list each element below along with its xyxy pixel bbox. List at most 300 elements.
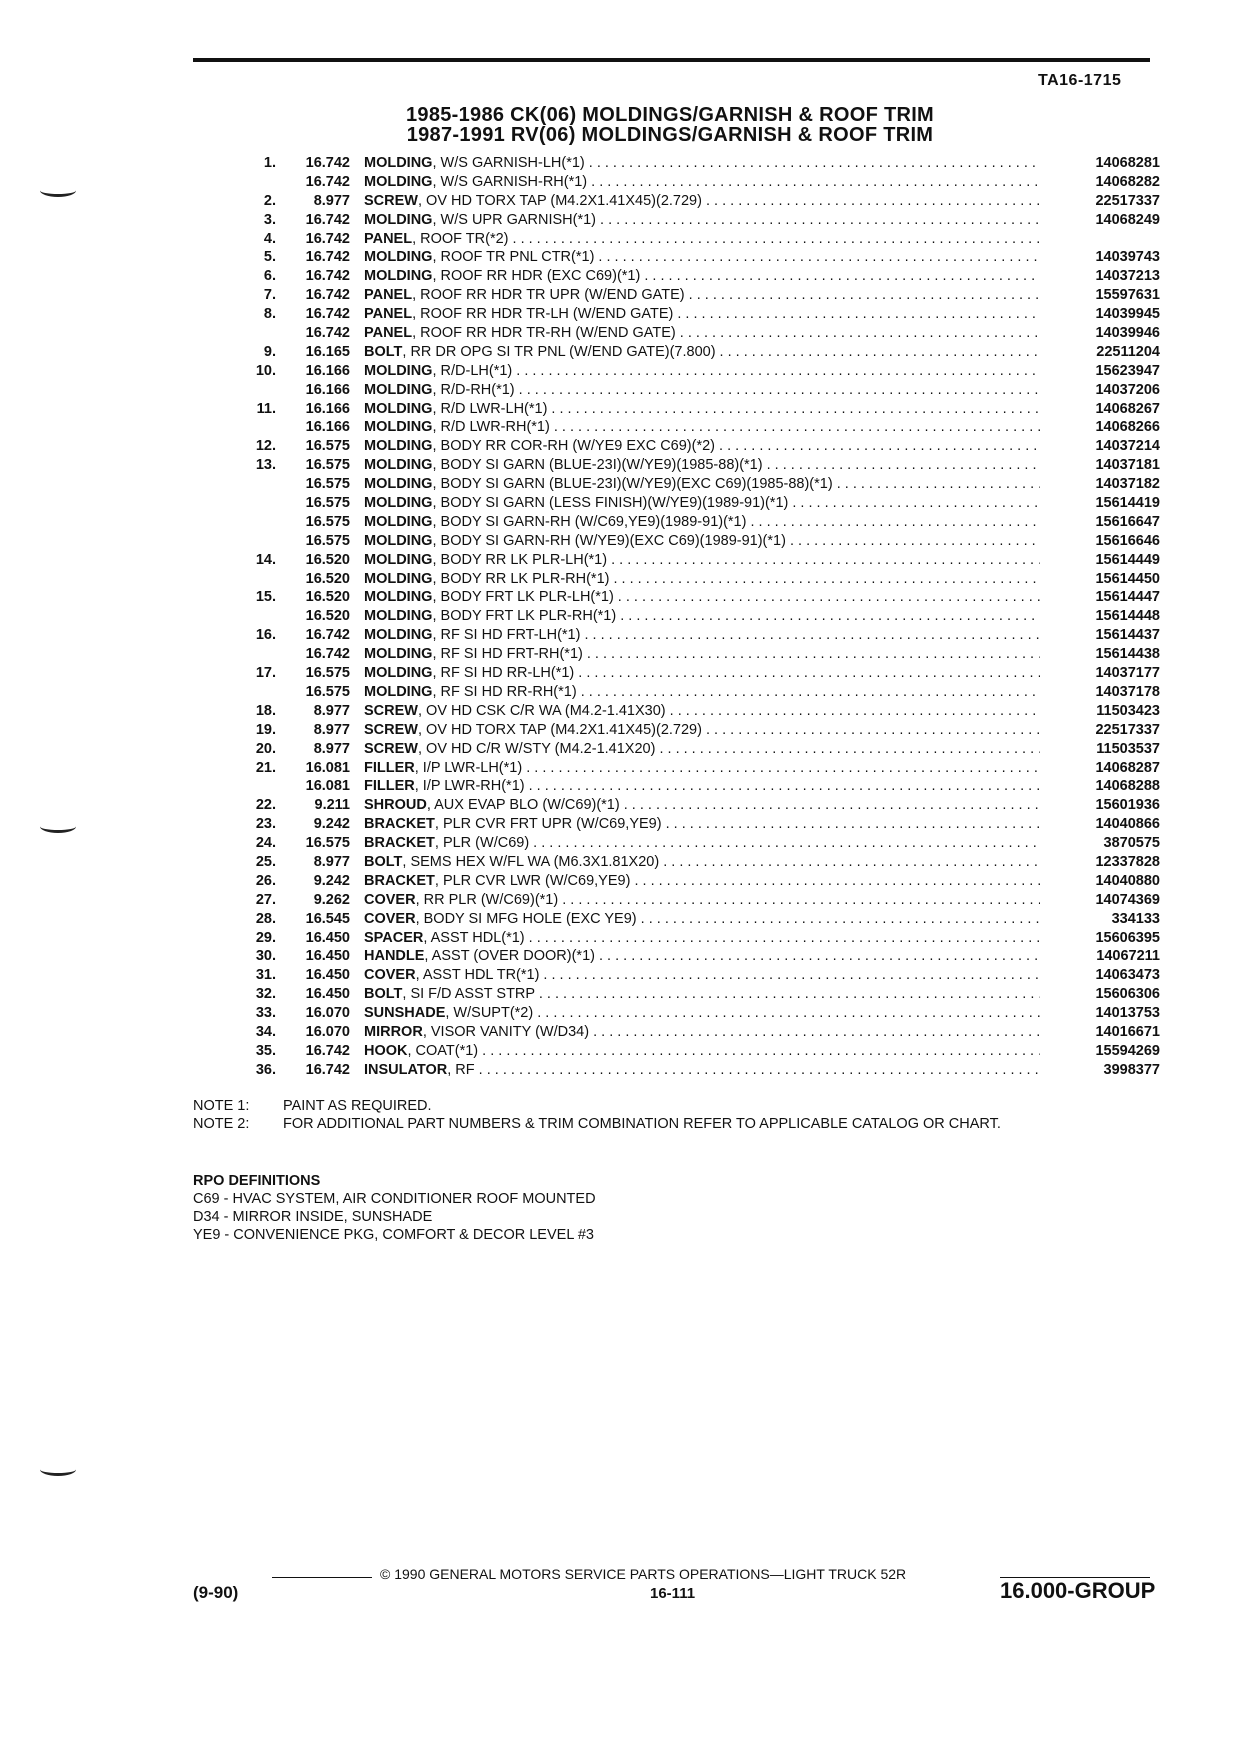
part-number: 15614447 xyxy=(1095,589,1160,606)
item-number: 35. xyxy=(255,1042,276,1059)
group-number: 16.166 xyxy=(305,381,350,398)
part-name: BRACKET xyxy=(364,816,435,833)
part-description xyxy=(364,192,1040,211)
part-number: 14039743 xyxy=(1095,249,1160,266)
item-number: 28. xyxy=(255,910,276,927)
copyright-text: © 1990 GENERAL MOTORS SERVICE PARTS OPERATIONS—LIGHT TRUCK 52R xyxy=(380,1566,907,1582)
part-number: 14039946 xyxy=(1095,325,1160,342)
part-detail: , VISOR VANITY (W/D34) xyxy=(422,1023,590,1040)
parts-list xyxy=(230,154,1160,1080)
part-name: MOLDING xyxy=(364,665,433,682)
part-row xyxy=(230,588,1160,607)
part-detail: , BODY SI GARN (LESS FINISH)(W/YE9)(1989-91)(*1) xyxy=(432,495,789,512)
part-detail: , R/D-LH(*1) xyxy=(432,362,513,379)
group-number: 16.166 xyxy=(305,400,350,417)
part-row xyxy=(230,494,1160,513)
part-name: MOLDING xyxy=(364,495,433,512)
group-number: 16.081 xyxy=(305,759,350,776)
part-row xyxy=(230,966,1160,985)
group-number: 9.242 xyxy=(313,872,350,889)
part-number: 14040880 xyxy=(1095,872,1160,889)
group-number: 16.575 xyxy=(305,683,350,700)
part-row xyxy=(230,362,1160,381)
group-number: 16.575 xyxy=(305,513,350,530)
part-description xyxy=(364,324,1040,343)
part-number: 14037177 xyxy=(1095,665,1160,682)
binder-hole-mark xyxy=(40,184,76,197)
part-name: MOLDING xyxy=(364,155,433,171)
part-name: MOLDING xyxy=(364,249,433,266)
part-detail: , OV HD TORX TAP (M4.2X1.41X45)(2.729) xyxy=(417,192,702,209)
group-number: 8.977 xyxy=(313,721,350,738)
part-description xyxy=(364,437,1040,456)
part-detail: , ROOF RR HDR TR-RH (W/END GATE) xyxy=(412,325,676,342)
part-description xyxy=(364,740,1040,759)
part-name: SPACER xyxy=(364,929,424,946)
part-description xyxy=(364,947,1040,966)
part-number: 14037182 xyxy=(1095,476,1160,493)
part-description xyxy=(364,607,1040,626)
part-name: PANEL xyxy=(364,325,413,342)
part-description xyxy=(364,494,1040,513)
group-number: 8.977 xyxy=(313,740,350,757)
part-row xyxy=(230,683,1160,702)
part-row xyxy=(230,985,1160,1004)
part-detail: , RF SI HD RR-LH(*1) xyxy=(432,665,575,682)
part-name: FILLER xyxy=(364,759,415,776)
part-number: 14040866 xyxy=(1095,816,1160,833)
part-name: MOLDING xyxy=(364,268,433,285)
part-name: MIRROR xyxy=(364,1023,423,1040)
part-description xyxy=(364,475,1040,494)
item-number: 14. xyxy=(255,551,276,568)
part-name: MOLDING xyxy=(364,438,433,455)
part-row xyxy=(230,929,1160,948)
group-number: 16.742 xyxy=(305,306,350,323)
part-number: 15616646 xyxy=(1095,532,1160,549)
item-number: 17. xyxy=(255,665,276,682)
part-number: 22511204 xyxy=(1096,343,1160,360)
part-number: 15606306 xyxy=(1095,986,1160,1003)
part-detail: , RF SI HD FRT-LH(*1) xyxy=(432,627,581,644)
part-number: 15597631 xyxy=(1095,287,1160,304)
item-number: 16. xyxy=(255,627,276,644)
notes-section xyxy=(193,1097,1153,1133)
part-detail: , BODY SI GARN (BLUE-23I)(W/YE9)(EXC C69)(1985-88)(*1) xyxy=(432,476,833,493)
part-number: 14068249 xyxy=(1095,211,1160,228)
part-row xyxy=(230,664,1160,683)
part-name: COVER xyxy=(364,891,416,908)
part-detail: , RF SI HD FRT-RH(*1) xyxy=(432,646,583,663)
item-number: 4. xyxy=(263,230,276,247)
part-detail: , BODY RR LK PLR-RH(*1) xyxy=(432,570,610,587)
group-number: 9.242 xyxy=(313,816,350,833)
part-row xyxy=(230,211,1160,230)
group-number: 16.742 xyxy=(305,646,350,663)
part-name: SCREW xyxy=(364,740,418,757)
page-title-line-1: 1985-1986 CK(06) MOLDINGS/GARNISH & ROOF TRIM xyxy=(405,104,935,126)
page-number: 16-111 xyxy=(650,1585,696,1602)
item-number: 15. xyxy=(255,589,276,606)
group-number: 16.575 xyxy=(305,495,350,512)
group-number: 9.211 xyxy=(314,797,350,814)
part-description xyxy=(364,456,1040,475)
part-row xyxy=(230,173,1160,192)
part-description xyxy=(364,1061,1040,1080)
part-name: MOLDING xyxy=(364,627,433,644)
item-number: 19. xyxy=(255,721,276,738)
item-number: 7. xyxy=(263,287,276,304)
group-number: 16.742 xyxy=(305,155,350,171)
part-row xyxy=(230,759,1160,778)
part-description xyxy=(364,305,1040,324)
part-description xyxy=(364,853,1040,872)
part-name: PANEL xyxy=(364,306,413,323)
part-detail: , RF xyxy=(447,1061,475,1078)
group-number: 16.165 xyxy=(305,343,350,360)
part-number: 12337828 xyxy=(1095,853,1160,870)
part-detail: , BODY SI GARN-RH (W/YE9)(EXC C69)(1989-91)(*1) xyxy=(432,532,786,549)
part-row xyxy=(230,1004,1160,1023)
part-row xyxy=(230,475,1160,494)
item-number: 32. xyxy=(255,986,276,1003)
group-number: 16.742 xyxy=(305,1061,350,1078)
part-description xyxy=(364,872,1040,891)
part-row xyxy=(230,1042,1160,1061)
part-detail: , ASST HDL(*1) xyxy=(423,929,525,946)
item-number: 1. xyxy=(263,155,276,171)
part-number: 14063473 xyxy=(1095,967,1160,984)
item-number: 5. xyxy=(263,249,276,266)
part-detail: , ROOF RR HDR TR UPR (W/END GATE) xyxy=(412,287,685,304)
part-description xyxy=(364,1004,1040,1023)
part-row xyxy=(230,796,1160,815)
part-detail: , RR DR OPG SI TR PNL (W/END GATE)(7.800) xyxy=(402,343,716,360)
group-title: 16.000-GROUP xyxy=(1000,1578,1156,1603)
group-number: 16.575 xyxy=(305,476,350,493)
part-number: 22517337 xyxy=(1095,721,1160,738)
footer-rule-left xyxy=(272,1577,372,1578)
group-number: 16.081 xyxy=(305,778,350,795)
part-name: MOLDING xyxy=(364,362,433,379)
part-name: MOLDING xyxy=(364,551,433,568)
group-number: 16.450 xyxy=(305,948,350,965)
item-number: 23. xyxy=(255,816,276,833)
part-detail: , R/D-RH(*1) xyxy=(432,381,515,398)
part-number: 15614437 xyxy=(1095,627,1160,644)
note-1 xyxy=(193,1097,1153,1115)
part-row xyxy=(230,343,1160,362)
part-description xyxy=(364,513,1040,532)
rpo-heading: RPO DEFINITIONS xyxy=(193,1173,321,1189)
part-name: MOLDING xyxy=(364,608,433,625)
part-description xyxy=(364,286,1040,305)
group-number: 16.742 xyxy=(305,211,350,228)
item-number: 27. xyxy=(255,891,276,908)
part-detail: , I/P LWR-RH(*1) xyxy=(414,778,525,795)
part-name: PANEL xyxy=(364,230,413,247)
part-row xyxy=(230,551,1160,570)
item-number: 11. xyxy=(256,400,276,417)
part-detail: , W/S GARNISH-RH(*1) xyxy=(432,173,588,190)
part-row xyxy=(230,570,1160,589)
part-row xyxy=(230,192,1160,211)
part-detail: , ROOF TR(*2) xyxy=(412,230,509,247)
part-description xyxy=(364,154,1040,173)
note-text: PAINT AS REQUIRED. xyxy=(283,1098,432,1114)
part-description xyxy=(364,777,1040,796)
part-detail: , BODY FRT LK PLR-RH(*1) xyxy=(432,608,617,625)
part-name: MOLDING xyxy=(364,589,433,606)
group-number: 16.742 xyxy=(305,173,350,190)
part-name: MOLDING xyxy=(364,457,433,474)
item-number: 22. xyxy=(255,797,276,814)
part-detail: , PLR CVR LWR (W/C69,YE9) xyxy=(434,872,631,889)
item-number: 34. xyxy=(255,1023,276,1040)
item-number: 10. xyxy=(255,362,276,379)
part-description xyxy=(364,664,1040,683)
part-number: 15594269 xyxy=(1095,1042,1160,1059)
group-number: 16.742 xyxy=(305,287,350,304)
group-number: 16.166 xyxy=(305,419,350,436)
part-row xyxy=(230,872,1160,891)
group-number: 8.977 xyxy=(313,702,350,719)
group-number: 9.262 xyxy=(313,891,350,908)
part-row xyxy=(230,740,1160,759)
part-number: 14068281 xyxy=(1095,155,1160,171)
part-name: MOLDING xyxy=(364,419,433,436)
page-title-line-2: 1987-1991 RV(06) MOLDINGS/GARNISH & ROOF TRIM xyxy=(406,124,934,146)
item-number: 20. xyxy=(255,740,276,757)
part-row xyxy=(230,853,1160,872)
part-row xyxy=(230,721,1160,740)
part-row xyxy=(230,645,1160,664)
part-row xyxy=(230,891,1160,910)
part-number: 14039945 xyxy=(1095,306,1160,323)
part-description xyxy=(364,211,1040,230)
part-description xyxy=(364,532,1040,551)
part-name: BOLT xyxy=(364,343,403,360)
part-description xyxy=(364,362,1040,381)
part-number: 14016671 xyxy=(1095,1023,1160,1040)
part-number: 15606395 xyxy=(1095,929,1160,946)
part-name: MOLDING xyxy=(364,683,433,700)
part-description xyxy=(364,645,1040,664)
part-name: BOLT xyxy=(364,853,403,870)
part-description xyxy=(364,985,1040,1004)
group-number: 16.575 xyxy=(305,532,350,549)
part-detail: , PLR (W/C69) xyxy=(434,835,530,852)
part-row xyxy=(230,702,1160,721)
part-detail: , OV HD TORX TAP (M4.2X1.41X45)(2.729) xyxy=(417,721,702,738)
part-detail: , BODY SI GARN (BLUE-23I)(W/YE9)(1985-88)(*1) xyxy=(432,457,763,474)
part-row xyxy=(230,267,1160,286)
part-detail: , ROOF RR HDR TR-LH (W/END GATE) xyxy=(412,306,674,323)
group-number: 16.520 xyxy=(305,608,350,625)
part-detail: , BODY SI MFG HOLE (EXC YE9) xyxy=(415,910,637,927)
part-name: PANEL xyxy=(364,287,413,304)
part-row xyxy=(230,286,1160,305)
part-number: 3870575 xyxy=(1103,835,1160,852)
part-row xyxy=(230,1023,1160,1042)
group-number: 16.545 xyxy=(305,910,350,927)
part-name: MOLDING xyxy=(364,211,433,228)
part-row xyxy=(230,437,1160,456)
group-number: 16.742 xyxy=(305,325,350,342)
part-name: MOLDING xyxy=(364,646,433,663)
part-row xyxy=(230,834,1160,853)
part-name: MOLDING xyxy=(364,532,433,549)
part-detail: , PLR CVR FRT UPR (W/C69,YE9) xyxy=(434,816,662,833)
item-number: 6. xyxy=(263,268,276,285)
catalog-code: TA16-1715 xyxy=(1038,72,1122,89)
part-number: 15614448 xyxy=(1095,608,1160,625)
item-number: 13. xyxy=(255,457,276,474)
part-description xyxy=(364,267,1040,286)
part-name: COVER xyxy=(364,967,416,984)
binder-hole-mark xyxy=(40,1463,76,1476)
part-detail: , BODY SI GARN-RH (W/C69,YE9)(1989-91)(*1) xyxy=(432,513,747,530)
group-number: 16.450 xyxy=(305,986,350,1003)
part-detail: , BODY FRT LK PLR-LH(*1) xyxy=(432,589,614,606)
part-number: 11503423 xyxy=(1096,702,1160,719)
part-detail: , RR PLR (W/C69)(*1) xyxy=(415,891,559,908)
group-number: 16.070 xyxy=(305,1005,350,1022)
part-description xyxy=(364,759,1040,778)
part-detail: , R/D LWR-LH(*1) xyxy=(432,400,548,417)
part-row xyxy=(230,305,1160,324)
part-name: SCREW xyxy=(364,702,418,719)
group-number: 16.575 xyxy=(305,835,350,852)
item-number: 8. xyxy=(263,306,276,323)
group-number: 16.742 xyxy=(305,249,350,266)
part-row xyxy=(230,400,1160,419)
part-name: HOOK xyxy=(364,1042,408,1059)
part-number: 22517337 xyxy=(1095,192,1160,209)
part-description xyxy=(364,910,1040,929)
part-number: 14068282 xyxy=(1095,173,1160,190)
group-number: 16.450 xyxy=(305,929,350,946)
part-row xyxy=(230,607,1160,626)
rpo-item: YE9 - CONVENIENCE PKG, COMFORT & DECOR LEVEL #3 xyxy=(193,1227,595,1243)
part-row xyxy=(230,154,1160,173)
group-number: 16.742 xyxy=(305,268,350,285)
part-number: 14013753 xyxy=(1095,1005,1160,1022)
part-description xyxy=(364,626,1040,645)
part-detail: , RF SI HD RR-RH(*1) xyxy=(432,683,577,700)
part-detail: , W/S UPR GARNISH(*1) xyxy=(432,211,597,228)
part-detail: , OV HD CSK C/R WA (M4.2-1.41X30) xyxy=(417,702,666,719)
part-detail: , SEMS HEX W/FL WA (M6.3X1.81X20) xyxy=(402,853,660,870)
part-row xyxy=(230,777,1160,796)
part-name: SCREW xyxy=(364,192,418,209)
part-number: 3998377 xyxy=(1103,1061,1160,1078)
group-number: 16.575 xyxy=(305,438,350,455)
part-row xyxy=(230,626,1160,645)
part-row xyxy=(230,1061,1160,1080)
item-number: 36. xyxy=(255,1061,276,1078)
part-number: 11503537 xyxy=(1096,740,1160,757)
rpo-item: C69 - HVAC SYSTEM, AIR CONDITIONER ROOF MOUNTED xyxy=(193,1191,596,1207)
part-row xyxy=(230,324,1160,343)
part-number: 15601936 xyxy=(1095,797,1160,814)
part-number: 15614438 xyxy=(1095,646,1160,663)
part-name: MOLDING xyxy=(364,513,433,530)
item-number: 31. xyxy=(255,967,276,984)
part-row xyxy=(230,248,1160,267)
part-name: MOLDING xyxy=(364,381,433,398)
part-detail: , ROOF TR PNL CTR(*1) xyxy=(432,249,595,266)
part-detail: , ASST HDL TR(*1) xyxy=(415,967,540,984)
part-name: HANDLE xyxy=(364,948,425,965)
part-name: BOLT xyxy=(364,986,403,1003)
note-label: NOTE 1: xyxy=(193,1098,250,1114)
part-name: COVER xyxy=(364,910,416,927)
part-number: 14068267 xyxy=(1095,400,1160,417)
part-description xyxy=(364,683,1040,702)
part-description xyxy=(364,551,1040,570)
part-name: MOLDING xyxy=(364,400,433,417)
part-detail: , AUX EVAP BLO (W/C69)(*1) xyxy=(426,797,620,814)
part-detail: , R/D LWR-RH(*1) xyxy=(432,419,550,436)
part-description xyxy=(364,1023,1040,1042)
part-number: 14074369 xyxy=(1095,891,1160,908)
part-detail: , ASST (OVER DOOR)(*1) xyxy=(424,948,595,965)
part-description xyxy=(364,381,1040,400)
part-detail: , SI F/D ASST STRP xyxy=(402,986,535,1003)
rpo-definitions xyxy=(193,1172,596,1244)
item-number: 18. xyxy=(255,702,276,719)
date-code: (9-90) xyxy=(193,1583,239,1602)
group-number: 16.166 xyxy=(305,362,350,379)
part-name: MOLDING xyxy=(364,570,433,587)
part-detail: , I/P LWR-LH(*1) xyxy=(414,759,523,776)
note-2 xyxy=(193,1115,1153,1133)
part-name: BRACKET xyxy=(364,835,435,852)
part-detail: , W/S GARNISH-LH(*1) xyxy=(432,155,585,171)
item-number: 12. xyxy=(255,438,276,455)
part-description xyxy=(364,248,1040,267)
part-number: 14037206 xyxy=(1095,381,1160,398)
group-number: 16.070 xyxy=(305,1023,350,1040)
part-description xyxy=(364,400,1040,419)
part-row xyxy=(230,230,1160,249)
item-number: 9. xyxy=(263,343,276,360)
part-number: 14037178 xyxy=(1095,683,1160,700)
part-detail: , BODY RR COR-RH (W/YE9 EXC C69)(*2) xyxy=(432,438,715,455)
item-number: 21. xyxy=(255,759,276,776)
part-detail: , BODY RR LK PLR-LH(*1) xyxy=(432,551,608,568)
part-row xyxy=(230,381,1160,400)
part-number: 14067211 xyxy=(1096,948,1160,965)
item-number: 2. xyxy=(263,192,276,209)
part-name: FILLER xyxy=(364,778,415,795)
part-row xyxy=(230,532,1160,551)
part-name: SUNSHADE xyxy=(364,1005,446,1022)
part-row xyxy=(230,947,1160,966)
part-row xyxy=(230,815,1160,834)
part-name: INSULATOR xyxy=(364,1061,448,1078)
part-detail: , OV HD C/R W/STY (M4.2-1.41X20) xyxy=(417,740,656,757)
note-label: NOTE 2: xyxy=(193,1116,250,1132)
part-number: 14068288 xyxy=(1095,778,1160,795)
part-description xyxy=(364,343,1040,362)
item-number: 30. xyxy=(255,948,276,965)
part-description xyxy=(364,721,1040,740)
rpo-item: D34 - MIRROR INSIDE, SUNSHADE xyxy=(193,1209,433,1225)
part-number: 15614450 xyxy=(1095,570,1160,587)
part-description xyxy=(364,418,1040,437)
